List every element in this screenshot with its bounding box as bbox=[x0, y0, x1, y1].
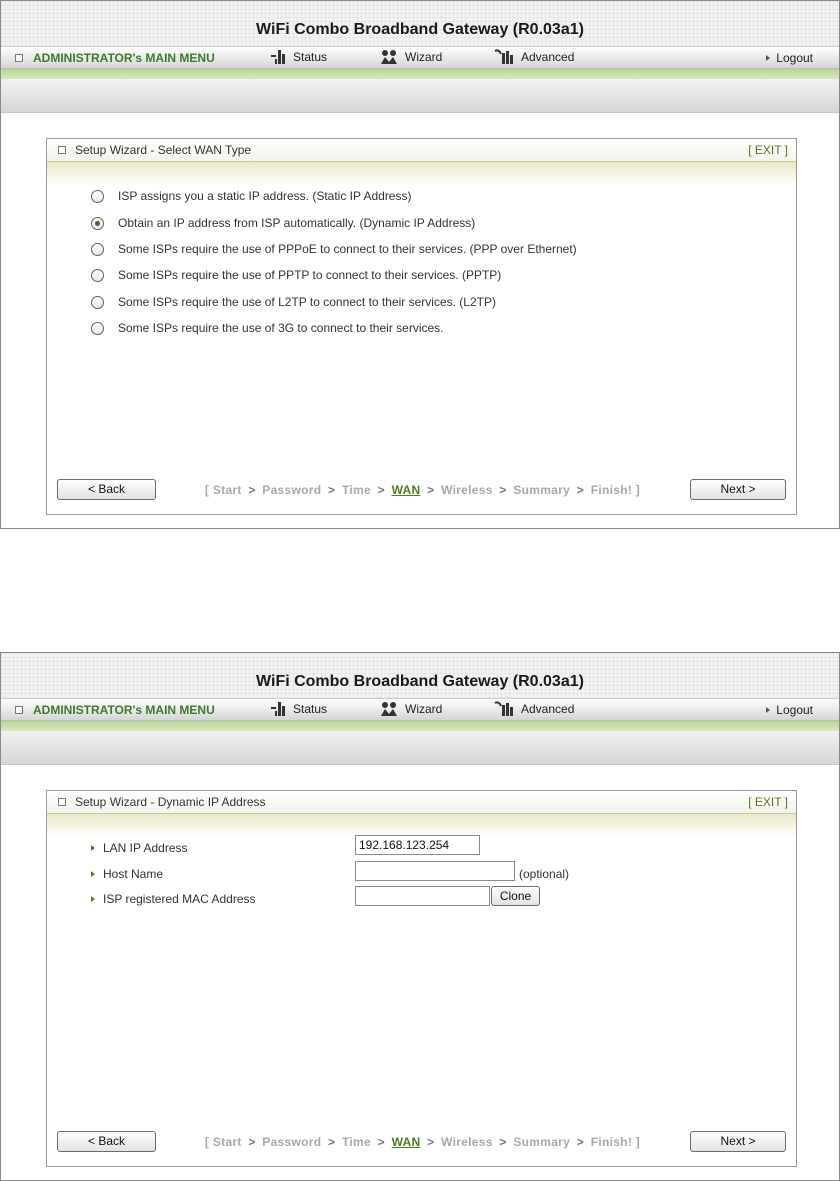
radio-icon[interactable] bbox=[91, 190, 104, 203]
gateway-title: WiFi Combo Broadband Gateway (R0.03a1) bbox=[256, 673, 584, 690]
back-button[interactable]: < Back bbox=[57, 479, 156, 500]
menu-status[interactable] bbox=[269, 700, 327, 718]
panel-header bbox=[47, 139, 796, 162]
mac-address-label-text: ISP registered MAC Address bbox=[103, 892, 256, 906]
radio-icon[interactable] bbox=[91, 296, 104, 309]
square-bullet-icon bbox=[15, 54, 23, 62]
radio-icon[interactable] bbox=[91, 322, 104, 335]
mac-address-label bbox=[91, 892, 256, 906]
wizard-icon bbox=[379, 48, 399, 66]
step-separator: > bbox=[576, 483, 585, 497]
step-separator: > bbox=[427, 483, 435, 497]
triangle-arrow-icon bbox=[91, 896, 95, 902]
menu-wizard[interactable] bbox=[379, 48, 442, 66]
host-name-input[interactable] bbox=[355, 861, 515, 881]
triangle-arrow-icon bbox=[766, 707, 770, 713]
title-bar bbox=[1, 653, 839, 698]
menu-wizard-label: Wizard bbox=[405, 702, 443, 716]
wan-type-screen bbox=[0, 0, 840, 529]
step-summary: Summary bbox=[513, 483, 571, 497]
wan-option-static[interactable] bbox=[91, 189, 411, 203]
main-menu-bar bbox=[1, 698, 839, 721]
panel-gradient bbox=[47, 162, 796, 186]
step-finish: Finish! bbox=[590, 483, 633, 497]
advanced-icon bbox=[493, 48, 515, 66]
logout-label: Logout bbox=[776, 703, 813, 717]
triangle-arrow-icon bbox=[91, 871, 95, 877]
dynamic-ip-screen bbox=[0, 652, 840, 1181]
status-icon bbox=[269, 700, 287, 718]
step-start: Start bbox=[212, 1135, 242, 1149]
step-summary: Summary bbox=[513, 1135, 571, 1149]
wan-option-pppoe[interactable] bbox=[91, 242, 577, 256]
step-separator: > bbox=[576, 1135, 585, 1149]
menu-wizard[interactable] bbox=[379, 700, 442, 718]
lan-ip-label bbox=[91, 841, 188, 855]
step-separator: > bbox=[248, 483, 256, 497]
menu-advanced[interactable] bbox=[493, 48, 574, 66]
title-bar bbox=[1, 1, 839, 46]
wizard-steps bbox=[47, 1135, 798, 1149]
next-button[interactable]: Next > bbox=[690, 479, 786, 500]
wan-option-dynamic[interactable] bbox=[91, 216, 475, 230]
sub-band bbox=[1, 79, 839, 113]
square-bullet-icon bbox=[58, 146, 66, 154]
step-separator: > bbox=[427, 1135, 435, 1149]
panel-title: Setup Wizard - Dynamic IP Address bbox=[75, 795, 266, 809]
wan-option-label: Some ISPs require the use of PPTP to connect to their services. (PPTP) bbox=[118, 268, 502, 282]
step-separator: > bbox=[499, 483, 507, 497]
menu-advanced[interactable] bbox=[493, 700, 574, 718]
wizard-icon bbox=[379, 700, 399, 718]
advanced-icon bbox=[493, 700, 515, 718]
green-band bbox=[1, 69, 839, 79]
clone-button[interactable]: Clone bbox=[491, 886, 540, 906]
wizard-steps bbox=[47, 483, 798, 497]
step-time: Time bbox=[341, 483, 371, 497]
dynamic-ip-panel bbox=[46, 790, 797, 1167]
radio-icon[interactable] bbox=[91, 243, 104, 256]
lan-ip-input[interactable] bbox=[355, 835, 480, 855]
triangle-arrow-icon bbox=[766, 55, 770, 61]
square-bullet-icon bbox=[58, 798, 66, 806]
wan-type-panel bbox=[46, 138, 797, 515]
step-separator: > bbox=[328, 1135, 336, 1149]
step-separator: > bbox=[377, 1135, 385, 1149]
logout-label: Logout bbox=[776, 51, 813, 65]
step-separator: > bbox=[499, 1135, 507, 1149]
admin-menu-label: ADMINISTRATOR's MAIN MENU bbox=[33, 703, 215, 717]
menu-wizard-label: Wizard bbox=[405, 50, 443, 64]
green-band bbox=[1, 721, 839, 731]
status-icon bbox=[269, 48, 287, 66]
step-time: Time bbox=[341, 1135, 371, 1149]
admin-main-menu[interactable] bbox=[15, 703, 215, 717]
logout-link[interactable] bbox=[766, 51, 813, 65]
step-wan-current: WAN bbox=[391, 483, 421, 497]
back-button[interactable]: < Back bbox=[57, 1131, 156, 1152]
sub-band bbox=[1, 731, 839, 765]
wan-option-label: Obtain an IP address from ISP automatically. (Dynamic IP Address) bbox=[118, 216, 476, 230]
step-wireless: Wireless bbox=[441, 483, 493, 497]
panel-title: Setup Wizard - Select WAN Type bbox=[75, 143, 252, 157]
logout-link[interactable] bbox=[766, 703, 813, 717]
next-button[interactable]: Next > bbox=[690, 1131, 786, 1152]
step-separator: > bbox=[248, 1135, 256, 1149]
admin-menu-label: ADMINISTRATOR's MAIN MENU bbox=[33, 51, 215, 65]
menu-advanced-label: Advanced bbox=[521, 702, 575, 716]
wan-option-label: Some ISPs require the use of 3G to connect to their services. bbox=[118, 321, 444, 335]
host-name-label bbox=[91, 867, 163, 881]
host-name-label-text: Host Name bbox=[103, 867, 164, 881]
panel-header bbox=[47, 791, 796, 814]
steps-open-bracket: [ bbox=[204, 483, 210, 497]
steps-close-bracket: ] bbox=[635, 483, 641, 497]
menu-status-label: Status bbox=[293, 50, 328, 64]
radio-icon[interactable] bbox=[91, 269, 104, 282]
step-start: Start bbox=[212, 483, 242, 497]
menu-status[interactable] bbox=[269, 48, 327, 66]
admin-main-menu[interactable] bbox=[15, 51, 215, 65]
wan-option-pptp[interactable] bbox=[91, 268, 501, 282]
step-finish: Finish! bbox=[590, 1135, 633, 1149]
radio-icon[interactable] bbox=[91, 217, 104, 230]
exit-link[interactable]: [ EXIT ] bbox=[748, 143, 788, 157]
exit-link[interactable]: [ EXIT ] bbox=[748, 795, 788, 809]
square-bullet-icon bbox=[15, 706, 23, 714]
menu-status-label: Status bbox=[293, 702, 328, 716]
steps-close-bracket: ] bbox=[635, 1135, 641, 1149]
optional-note: (optional) bbox=[519, 867, 570, 881]
mac-address-input[interactable] bbox=[355, 886, 490, 906]
wan-option-3g[interactable] bbox=[91, 321, 444, 335]
step-separator: > bbox=[328, 483, 336, 497]
lan-ip-label-text: LAN IP Address bbox=[103, 841, 188, 855]
gateway-title: WiFi Combo Broadband Gateway (R0.03a1) bbox=[256, 21, 584, 38]
menu-advanced-label: Advanced bbox=[521, 50, 575, 64]
steps-open-bracket: [ bbox=[204, 1135, 210, 1149]
step-separator: > bbox=[377, 483, 385, 497]
step-password: Password bbox=[262, 1135, 322, 1149]
wan-option-label: Some ISPs require the use of PPPoE to connect to their services. (PPP over Ethernet) bbox=[118, 242, 577, 256]
step-wan-current: WAN bbox=[391, 1135, 421, 1149]
wan-option-label: Some ISPs require the use of L2TP to connect to their services. (L2TP) bbox=[118, 295, 496, 309]
step-wireless: Wireless bbox=[441, 1135, 493, 1149]
step-password: Password bbox=[262, 483, 322, 497]
wan-option-l2tp[interactable] bbox=[91, 295, 496, 309]
triangle-arrow-icon bbox=[91, 845, 95, 851]
wan-option-label: ISP assigns you a static IP address. (Static IP Address) bbox=[118, 189, 412, 203]
main-menu-bar bbox=[1, 46, 839, 69]
